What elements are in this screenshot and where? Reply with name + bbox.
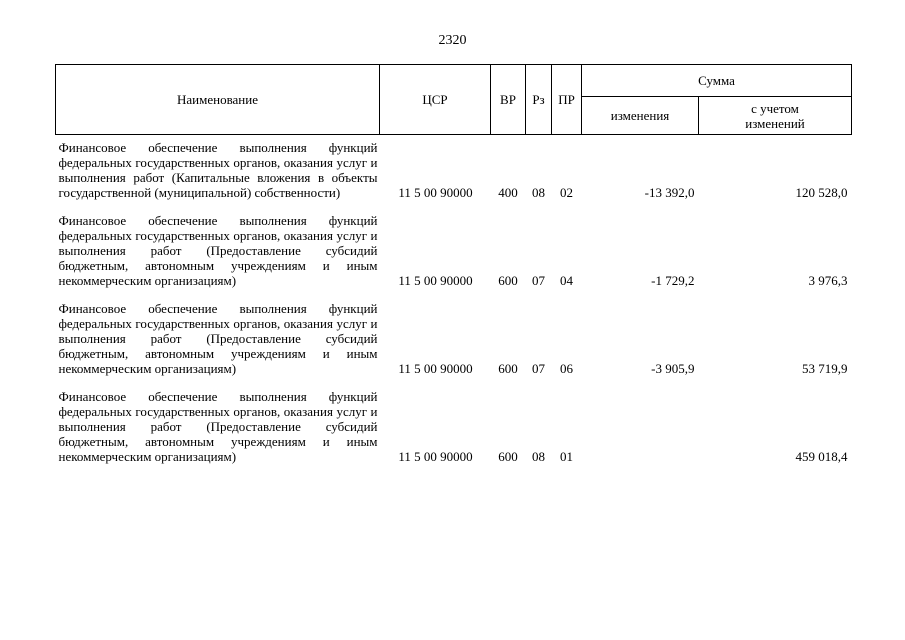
table-row bbox=[56, 384, 852, 472]
row-rz: 08 bbox=[532, 185, 545, 200]
row-csr: 11 5 00 90000 bbox=[398, 449, 473, 464]
row-csr: 11 5 00 90000 bbox=[398, 273, 473, 288]
row-change: -3 905,9 bbox=[651, 361, 695, 376]
row-pr: 01 bbox=[560, 449, 573, 464]
row-vr: 400 bbox=[498, 185, 518, 200]
row-vr: 600 bbox=[498, 361, 518, 376]
row-change: -1 729,2 bbox=[651, 273, 695, 288]
table-header bbox=[56, 65, 852, 135]
header-change: изменения bbox=[582, 97, 699, 135]
row-pr: 04 bbox=[560, 273, 573, 288]
row-csr: 11 5 00 90000 bbox=[398, 361, 473, 376]
table-row bbox=[56, 135, 852, 209]
budget-table bbox=[55, 64, 852, 472]
row-pr: 02 bbox=[560, 185, 573, 200]
row-total: 120 528,0 bbox=[795, 185, 848, 200]
row-rz: 07 bbox=[532, 273, 545, 288]
row-csr: 11 5 00 90000 bbox=[398, 185, 473, 200]
row-rz: 08 bbox=[532, 449, 545, 464]
row-total: 459 018,4 bbox=[795, 449, 848, 464]
row-total: 53 719,9 bbox=[802, 361, 848, 376]
row-vr: 600 bbox=[498, 273, 518, 288]
header-csr: ЦСР bbox=[380, 65, 491, 135]
row-name: Финансовое обеспечение выполнения функций федеральных государственных органов, оказания услуг и выполнения работ (Капитальные вложения в объекты государственной (муниципальной) собственности) bbox=[58, 140, 378, 200]
header-sum: Сумма bbox=[582, 65, 852, 97]
header-total: с учетом изменений bbox=[699, 97, 852, 135]
row-vr: 600 bbox=[498, 449, 518, 464]
row-change: -13 392,0 bbox=[644, 185, 695, 200]
row-total: 3 976,3 bbox=[808, 273, 848, 288]
table-body bbox=[56, 135, 852, 473]
header-name: Наименование bbox=[56, 65, 380, 135]
table-row bbox=[56, 208, 852, 296]
row-name: Финансовое обеспечение выполнения функций федеральных государственных органов, оказания услуг и выполнения работ (Предоставление субсидий бюджетным, автономным учреждениям и иным некоммерческим организациям) bbox=[58, 213, 378, 288]
row-rz: 07 bbox=[532, 361, 545, 376]
header-vr: ВР bbox=[491, 65, 526, 135]
header-pr: ПР bbox=[552, 65, 582, 135]
table-row bbox=[56, 296, 852, 384]
page-number: 2320 bbox=[438, 33, 467, 48]
row-name: Финансовое обеспечение выполнения функций федеральных государственных органов, оказания услуг и выполнения работ (Предоставление субсидий бюджетным, автономным учреждениям и иным некоммерческим организациям) bbox=[58, 301, 378, 376]
row-name: Финансовое обеспечение выполнения функций федеральных государственных органов, оказания услуг и выполнения работ (Предоставление субсидий бюджетным, автономным учреждениям и иным некоммерческим организациям) bbox=[58, 389, 378, 464]
row-change bbox=[582, 384, 699, 472]
row-pr: 06 bbox=[560, 361, 573, 376]
header-rz: Рз bbox=[526, 65, 552, 135]
